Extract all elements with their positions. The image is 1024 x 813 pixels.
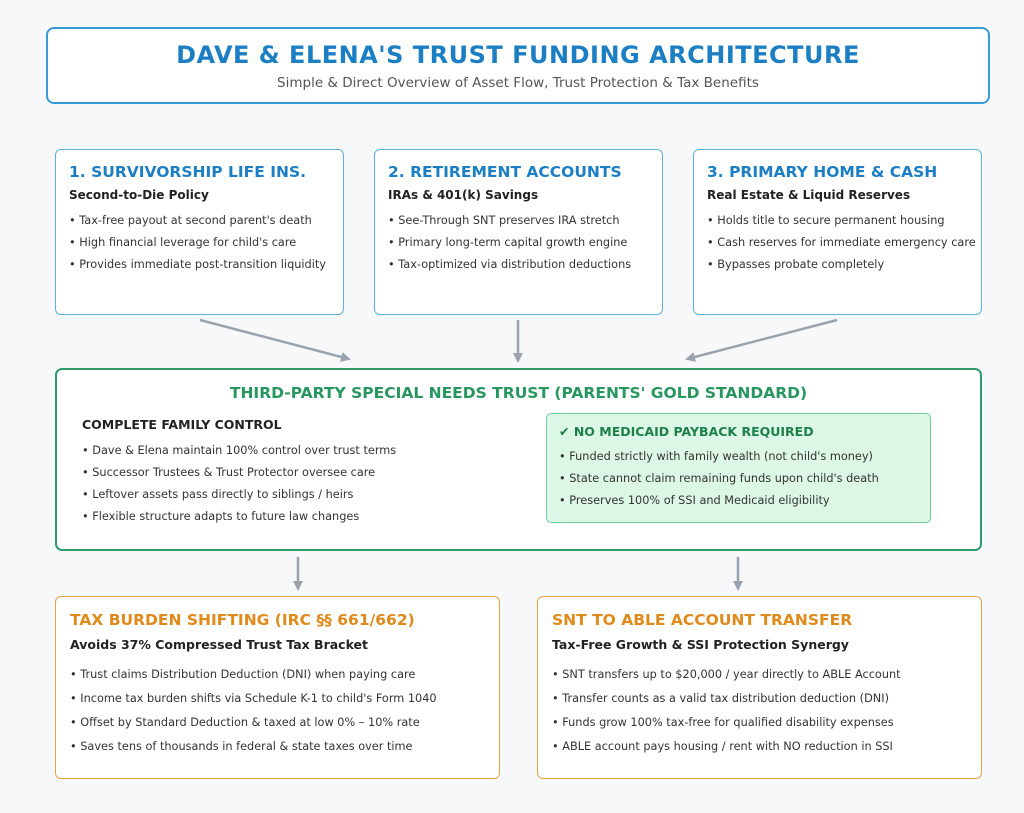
source-title: 3. PRIMARY HOME & CASH <box>707 163 938 181</box>
bullet-item: • SNT transfers up to $20,000 / year directly to ABLE Account <box>552 663 901 687</box>
outcome-subtitle: Tax-Free Growth & SSI Protection Synergy <box>552 637 849 652</box>
diagram-title: DAVE & ELENA'S TRUST FUNDING ARCHITECTURE <box>176 41 860 69</box>
bullet-item: • Holds title to secure permanent housing <box>707 210 976 232</box>
bullet-item: • Funded strictly with family wealth (not child's money) <box>559 446 879 468</box>
bullet-item: • Bypasses probate completely <box>707 254 976 276</box>
bullet-item: • Provides immediate post-transition liquidity <box>69 254 326 276</box>
bullet-item: • Leftover assets pass directly to siblings / heirs <box>82 484 396 506</box>
source-title: 1. SURVIVORSHIP LIFE INS. <box>69 163 307 181</box>
source-subtitle: Real Estate & Liquid Reserves <box>707 188 911 202</box>
outcome-subtitle: Avoids 37% Compressed Trust Tax Bracket <box>70 637 369 652</box>
bullet-item: • Saves tens of thousands in federal & state taxes over time <box>70 735 437 759</box>
bullet-item: • Tax-optimized via distribution deductions <box>388 254 631 276</box>
source-title: 2. RETIREMENT ACCOUNTS <box>388 163 622 181</box>
bullet-item: • Flexible structure adapts to future law changes <box>82 506 396 528</box>
bullet-item: • Trust claims Distribution Deduction (DNI) when paying care <box>70 663 437 687</box>
arrow-life-to-trust <box>200 320 349 359</box>
outcome-title: TAX BURDEN SHIFTING (IRC §§ 661/662) <box>70 611 415 629</box>
no-payback-heading: ✔ NO MEDICAID PAYBACK REQUIRED <box>559 424 814 439</box>
bullet-item: • State cannot claim remaining funds upon child's death <box>559 468 879 490</box>
bullet-item: • Successor Trustees & Trust Protector oversee care <box>82 462 396 484</box>
bullet-item: • High financial leverage for child's care <box>69 232 326 254</box>
bullet-item: • Cash reserves for immediate emergency care <box>707 232 976 254</box>
source-subtitle: Second-to-Die Policy <box>69 188 209 202</box>
diagram-subtitle: Simple & Direct Overview of Asset Flow, Trust Protection & Tax Benefits <box>277 75 759 91</box>
bullet-item: • Tax-free payout at second parent's death <box>69 210 326 232</box>
bullet-item: • Preserves 100% of SSI and Medicaid eligibility <box>559 490 879 512</box>
bullet-item: • See-Through SNT preserves IRA stretch <box>388 210 631 232</box>
bullet-item: • Primary long-term capital growth engine <box>388 232 631 254</box>
bullet-item: • Income tax burden shifts via Schedule K-1 to child's Form 1040 <box>70 687 437 711</box>
family-control-heading: COMPLETE FAMILY CONTROL <box>82 417 282 432</box>
bullet-item: • ABLE account pays housing / rent with NO reduction in SSI <box>552 735 901 759</box>
bullet-item: • Funds grow 100% tax-free for qualified disability expenses <box>552 711 901 735</box>
bullet-item: • Transfer counts as a valid tax distribution deduction (DNI) <box>552 687 901 711</box>
bullet-item: • Offset by Standard Deduction & taxed at low 0% – 10% rate <box>70 711 437 735</box>
bullet-item: • Dave & Elena maintain 100% control over trust terms <box>82 440 396 462</box>
trust-title: THIRD-PARTY SPECIAL NEEDS TRUST (PARENTS' GOLD STANDARD) <box>229 384 808 402</box>
source-subtitle: IRAs & 401(k) Savings <box>388 188 539 202</box>
outcome-title: SNT TO ABLE ACCOUNT TRANSFER <box>552 611 853 629</box>
arrow-home-to-trust <box>687 320 837 359</box>
